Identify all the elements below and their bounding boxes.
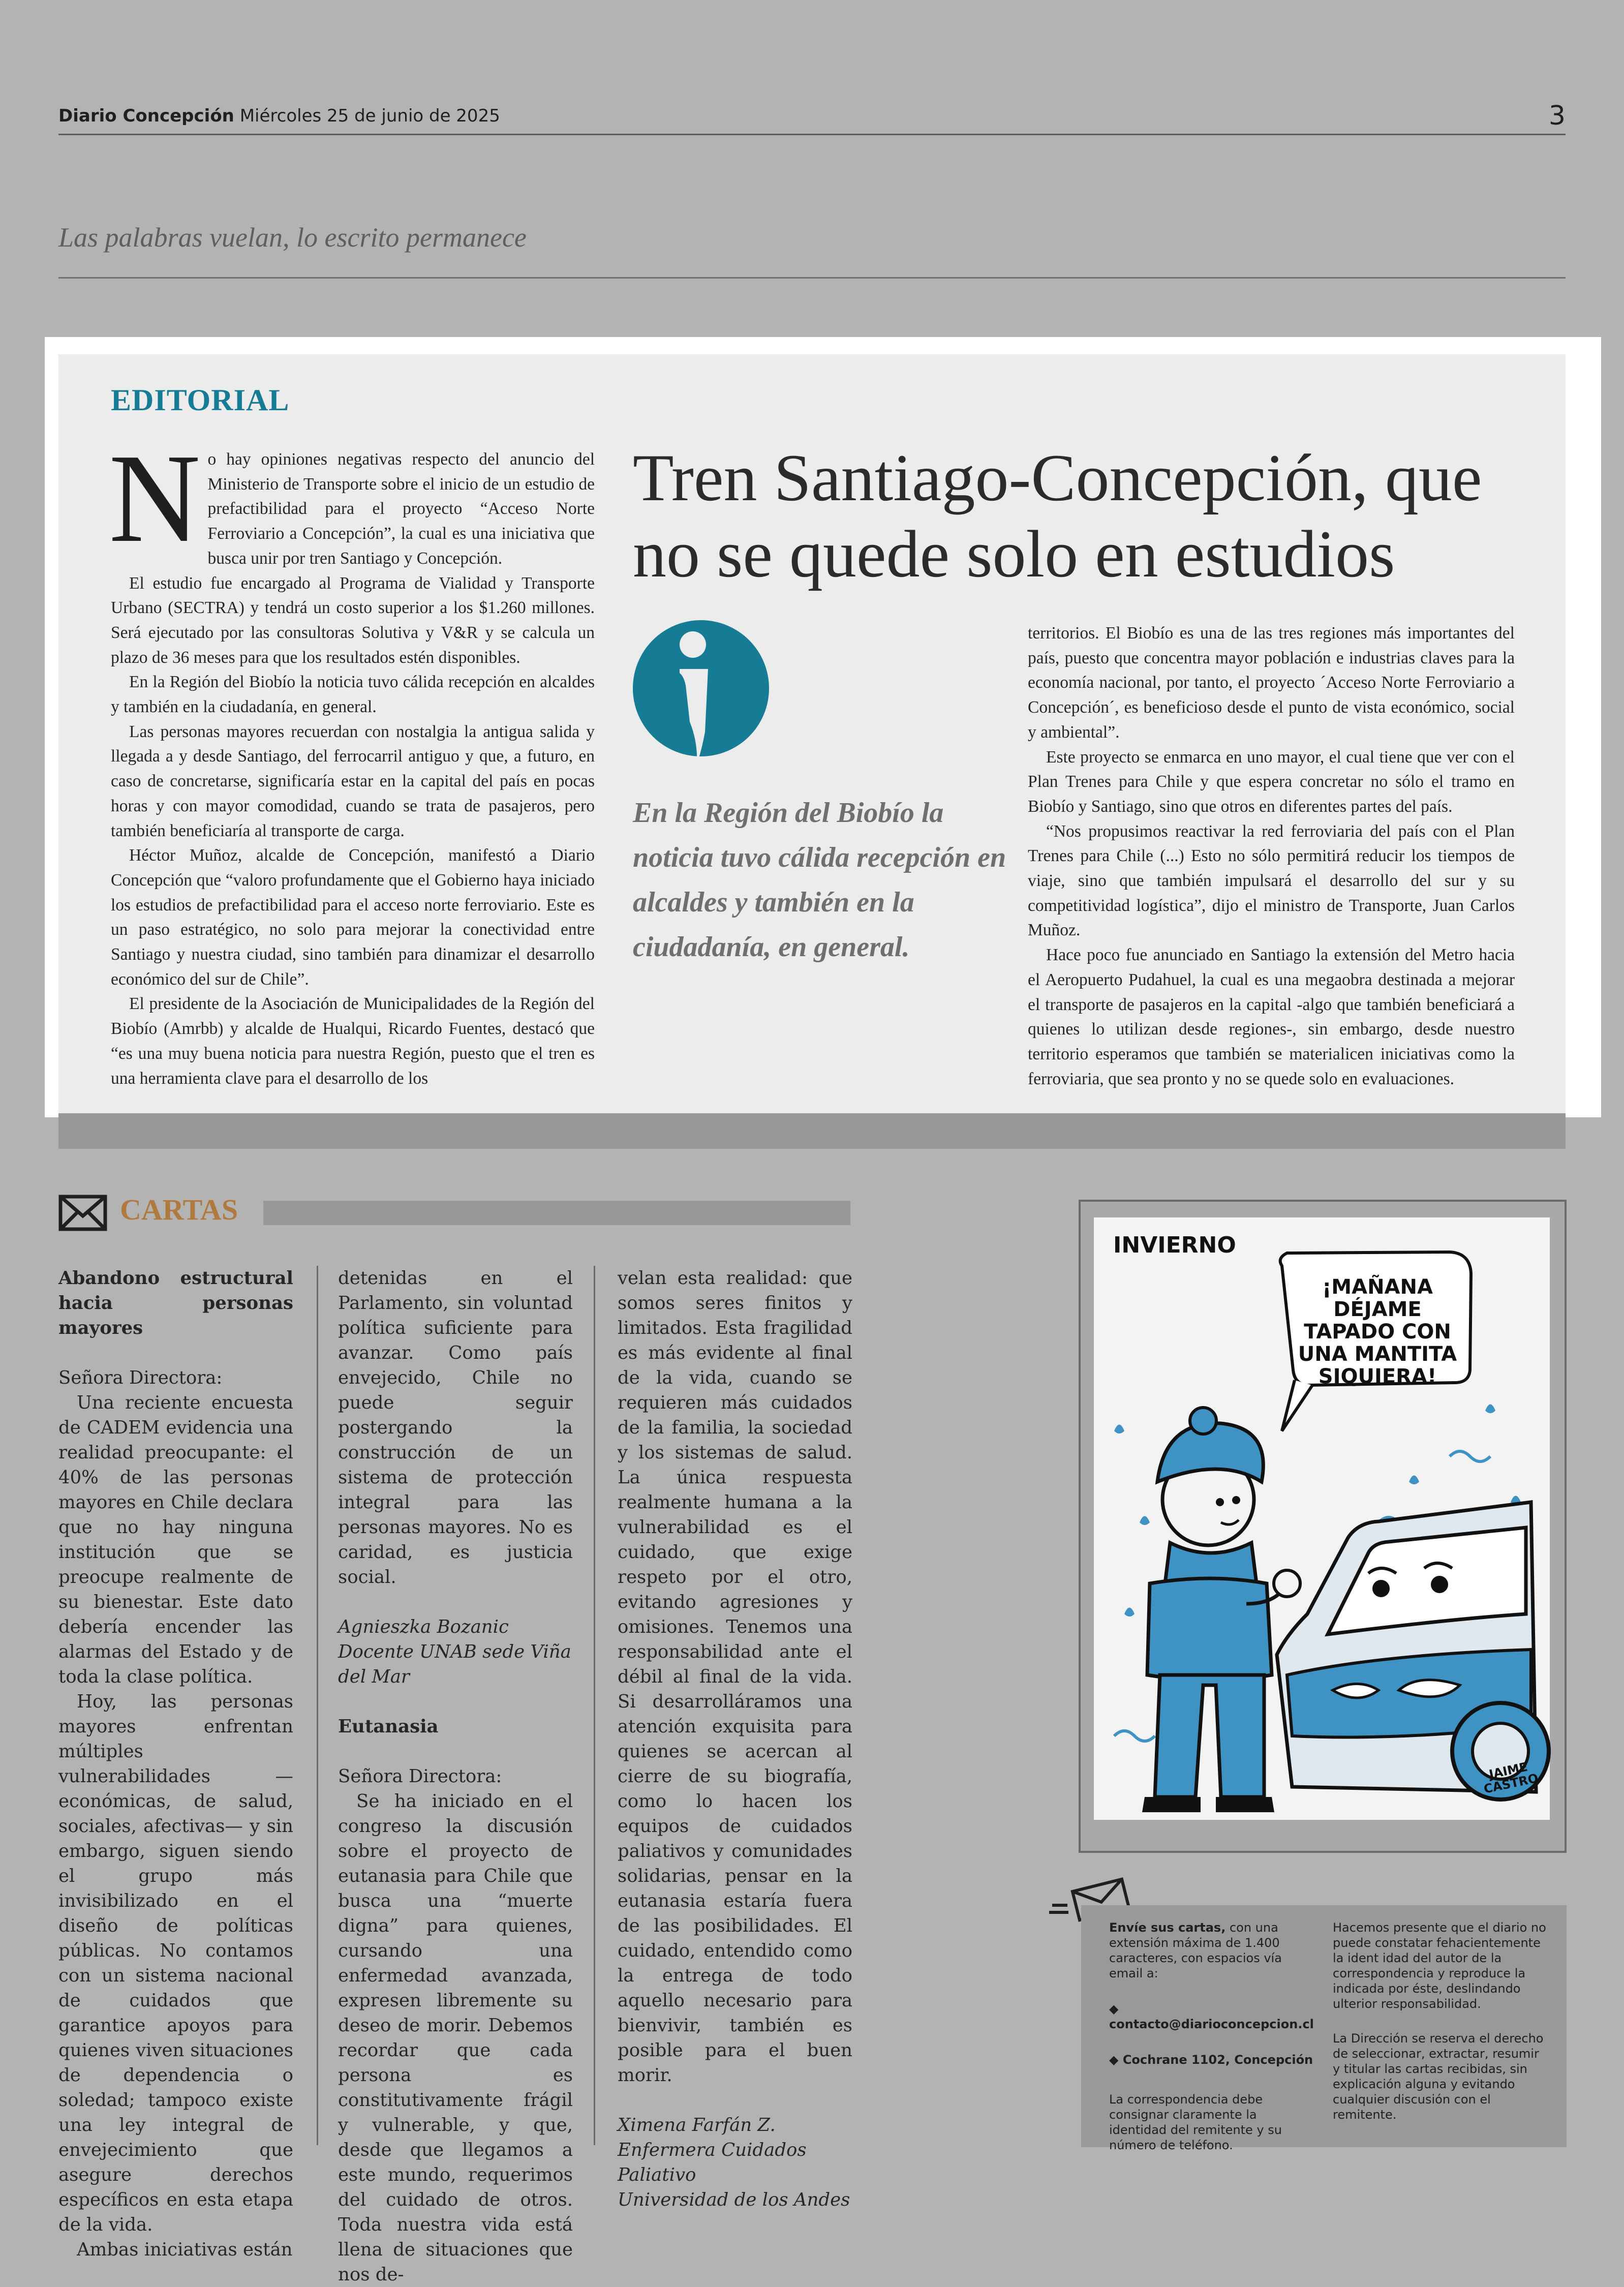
editorial-pull-quote: En la Región del Biobío la noticia tuvo cálida recepción en alcaldes y también en la ciudadanía, en general.	[633, 797, 1006, 963]
letters-column-2	[338, 1266, 573, 2287]
editorial-paragraph: Este proyecto se enmarca en uno mayor, el cual tiene que ver con el Plan Trenes para Chile y que espera concretar no sólo el tramo en Biobío y Santiago, sino que otros en diferentes partes del país.	[1028, 747, 1515, 816]
cartas-header-bar	[263, 1201, 850, 1225]
editorial-headline: Tren Santiago-Concepción, que no se quede solo en estudios	[633, 440, 1482, 591]
signature-role: Docente UNAB sede Viña del Mar	[338, 1641, 571, 1687]
info-left-column	[1109, 1920, 1317, 2153]
editorial-paragraph: No hay opiniones negativas respecto del anuncio del Ministerio de Transporte sobre el inicio de un estudio de prefactibilidad para el proyecto “Acceso Norte Ferroviario a Concepción”, la cual es una iniciativa que busca unir por tren Santiago y Concepción.	[109, 428, 595, 569]
letter-salutation: Señora Directora:	[338, 1766, 502, 1787]
section-motto: Las palabras vuelan, lo escrito permanece	[58, 222, 527, 253]
letter-salutation: Señora Directora:	[58, 1367, 223, 1388]
info-right-column	[1333, 1920, 1546, 2122]
cartoon-speech-text: ¡MAÑANA DÉJAME TAPADO CON UNA MANTITA SIQUIERA!	[1298, 1275, 1457, 1388]
cartas-label: CARTAS	[120, 1193, 238, 1226]
page-number: 3	[1548, 101, 1566, 131]
signature-name: Ximena Farfán Z.	[618, 2115, 776, 2136]
info-email-link[interactable]: ◆ contacto@diarioconcepcion.cl	[1109, 2001, 1317, 2032]
letter-paragraph: Hoy, las personas mayores enfrentan múltiples vulnerabilidades —económicas, de salud, sociales, afectivas— y sin embargo, siguen siendo el grupo más invisibilizado en el diseño de políticas públicas. No contamos con un sistema nacional de cuidados que garantice apoyos para quienes viven situaciones de dependencia o soledad; tampoco existe una ley integral de envejecimiento que asegure derechos específicos en esta etapa de la vida.	[58, 1691, 293, 2235]
editorial-paragraph: En la Región del Biobío la noticia tuvo cálida recepción en alcaldes y también en la ciudadanía, en general.	[111, 673, 595, 717]
info-disclaimer: Hacemos presente que el diario no puede constatar fehacientemente la ident idad del autor de la correspondencia y reproduce la indicada por éste, deslindando ulterior responsabilidad.	[1333, 1920, 1546, 2011]
letters-column-1	[58, 1266, 293, 2262]
editorial-paragraph: territorios. El Biobío es una de las tres regiones más importantes del país, puesto que concentra mayor población e industrias claves para la economía nacional, por tanto, el proyecto ´Acceso Norte Ferroviario a Concepción´, es beneficioso desde el punto de vista económico, social y ambiental”.	[1028, 624, 1515, 742]
cartoon-title: INVIERNO	[1113, 1232, 1236, 1258]
editorial-paragraph: Las personas mayores recuerdan con nostalgia la antigua salida y llegada a y desde Santiago, del ferrocarril antiguo y que, a futuro, en caso de concretarse, significaría estar en la capital del país en pocas horas y con mayor comodidad, cuando se trata de pasajeros, pero también beneficiaría al transporte de carga.	[111, 722, 595, 840]
issue-date: Miércoles 25 de junio de 2025	[239, 106, 500, 126]
envelope-icon	[58, 1195, 107, 1231]
signature-affiliation: Universidad de los Andes	[618, 2189, 850, 2210]
editorial-column-3	[1028, 621, 1515, 1091]
editorial-paragraph: El estudio fue encargado al Programa de Vialidad y Transporte Urbano (SECTRA) y tendrá un costo superior a los $1.260 millones. Será ejecutado por las consultoras Solutiva y V&R y se calcula un plazo de 36 meses para que los resultados estén disponibles.	[111, 573, 595, 667]
signature-role: Enfermera Cuidados Paliativo	[618, 2140, 807, 2185]
page-header	[58, 101, 1566, 135]
info-disclaimer: La Dirección se reserva el derecho de seleccionar, extractar, resumir y titular las cartas recibidas, sin explicación alguna y evitando cualquier discusión con el remitente.	[1333, 2031, 1544, 2122]
editorial-label: EDITORIAL	[111, 383, 290, 417]
letters-column-3	[618, 1266, 852, 2212]
paper-name: Diario Concepción	[58, 106, 234, 126]
editorial-paragraph: El presidente de la Asociación de Municipalidades de la Región del Biobío (Amrbb) y alcalde de Hualqui, Ricardo Fuentes, destacó que “es una muy buena noticia para nuestra Región, puesto que el tren es una herramienta clave para el desarrollo de los	[111, 994, 595, 1088]
motto-divider	[58, 277, 1566, 279]
column-divider	[317, 1266, 318, 2145]
info-address: ◆ Cochrane 1102, Concepción	[1109, 2052, 1317, 2067]
letter-paragraph: Se ha iniciado en el congreso la discusión sobre el proyecto de eutanasia para Chile que busca una “muerte digna” para quienes, cursando una enfermedad avanzada, expresen libremente su deseo de morir. Debemos recordar que cada persona es constitutivamente frágil y vulnerable, y que, desde que llegamos a este mundo, requerimos del cuidado de otros. Toda nuestra vida está llena de situaciones que nos de-	[338, 1791, 573, 2285]
header-masthead	[58, 106, 500, 126]
letter-paragraph: velan esta realidad: que somos seres finitos y limitados. Esta fragilidad es más evidente al final de la vida, cuando se requieren más cuidados de la familia, la sociedad y los sistemas de salud. La única respuesta realmente humana a la vulnerabilidad es el cuidado, que exige respeto por el otro, evitando agresiones y omisiones. Tenemos una responsabilidad ante el débil al final de la vida. Si desarrolláramos una atención exquisita para quienes se acercan al cierre de su biografía, como lo hacen los equipos de cuidados paliativos y comunidades solidarias, pensar en la eutanasia estaría fuera de las posibilidades. El cuidado, entendido como la entrega de todo aquello necesario para bienvivir, también es posible para el buen morir.	[618, 1268, 852, 2086]
signature-name: Agnieszka Bozanic	[338, 1617, 509, 1637]
info-intro: Envíe sus cartas, con una extensión máxima de 1.400 caracteres, con espacios vía email a:	[1109, 1920, 1282, 1980]
cartoon-signature: JAIME CASTRO	[1482, 1759, 1540, 1796]
letter-title: Abandono estructural hacia personas mayores	[58, 1268, 293, 1338]
editorial-paragraph: “Nos propusimos reactivar la red ferroviaria del país con el Plan Trenes para Chile (...) Esto no sólo permitirá reducir los tiempos de viaje, sino que también impulsará el desarrollo del sur y su competitividad logística”, dijo el ministro de Transporte, Juan Carlos Muñoz.	[1028, 821, 1515, 940]
drop-cap: N	[109, 428, 201, 569]
info-note: La correspondencia debe consignar claramente la identidad del remitente y su número de teléfono.	[1109, 2092, 1282, 2152]
editorial-paragraph: Héctor Muñoz, alcalde de Concepción, manifestó a Diario Concepción que “valoro profundamente que el Gobierno haya iniciado los estudios de prefactibilidad para el acceso norte ferroviario. Este es un paso estratégico, no solo para mejorar la conectividad entre Santiago y nuestra ciudad, sino también para dinamizar el desarrollo económico del sur de Chile”.	[111, 846, 595, 989]
letter-paragraph: detenidas en el Parlamento, sin voluntad política suficiente para avanzar. Como país envejecido, Chile no puede seguir postergando la construcción de un sistema de protección integral para las personas mayores. No es caridad, es justicia social.	[338, 1268, 573, 1588]
letter-paragraph: Una reciente encuesta de CADEM evidencia una realidad preocupante: el 40% de las personas mayores en Chile declara que no hay ninguna institución que se preocupe realmente de su bienestar. Este dato debería encender las alarmas del Estado y de toda la clase política.	[58, 1392, 293, 1687]
letter-signature	[338, 1614, 573, 1689]
letter-paragraph: Ambas iniciativas están	[77, 2239, 293, 2260]
editorial-paragraph: Hace poco fue anunciado en Santiago la extensión del Metro hacia el Aeropuerto Pudahuel, la cual es una megaobra destinada a mejorar el transporte de pasajeros en la capital -algo que también beneficiará a quienes lo utilizan desde regiones-, sin embargo, desde nuestro territorio esperamos que también se materialicen iniciativas como la ferroviaria, que sea pronto y no se quede solo en evaluaciones.	[1028, 946, 1515, 1088]
info-icon	[633, 620, 769, 763]
letter-signature	[618, 2113, 852, 2212]
editorial-column-1	[109, 428, 595, 1091]
letter-title: Eutanasia	[338, 1716, 439, 1737]
column-divider	[594, 1266, 595, 2145]
